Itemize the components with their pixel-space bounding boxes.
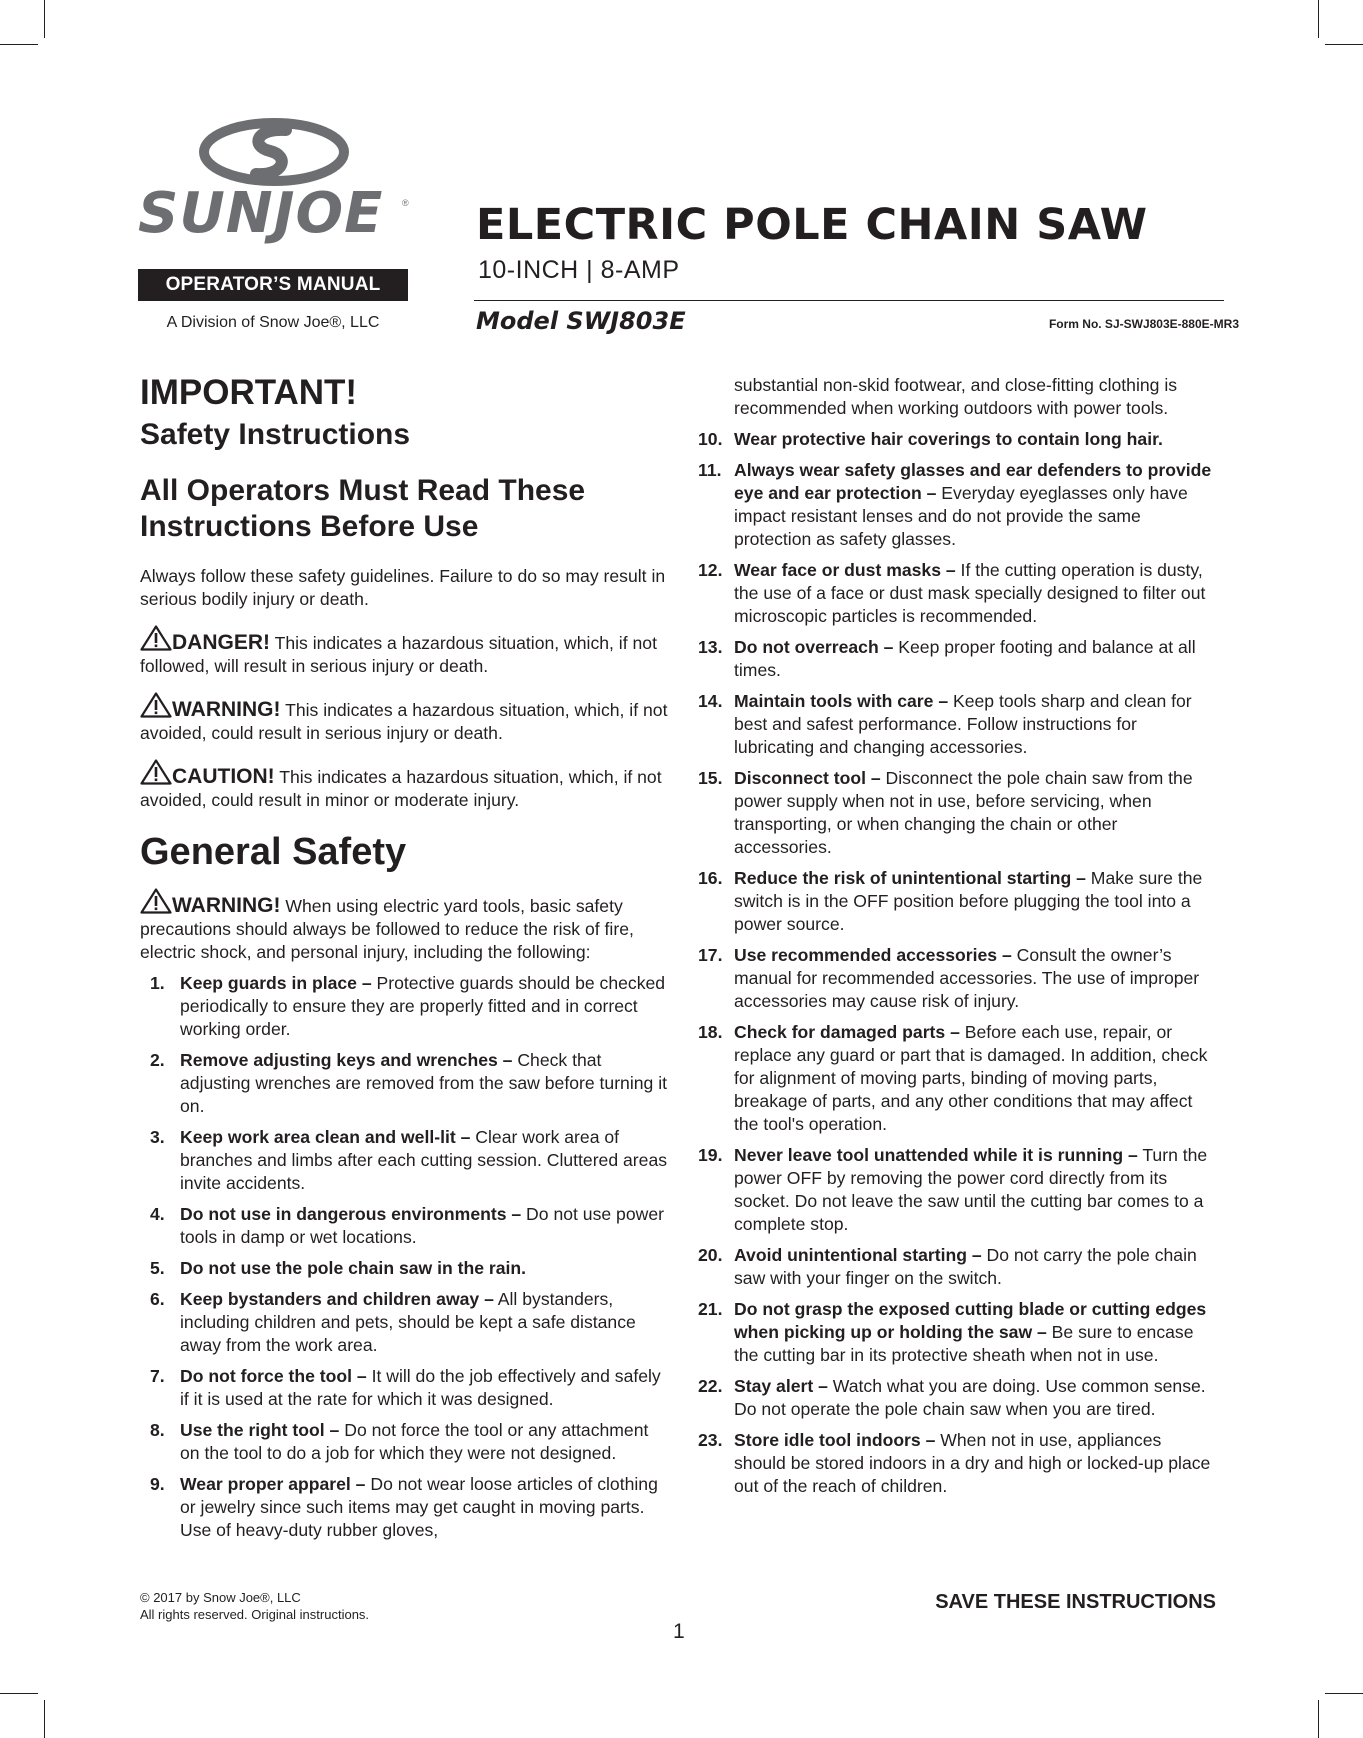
item-number: 11. (698, 460, 722, 480)
item-number: 20. (698, 1245, 723, 1265)
item-lead: Keep work area clean and well-lit – (180, 1127, 471, 1147)
division-text: A Division of Snow Joe®, LLC (166, 314, 380, 331)
list-item (142, 1257, 670, 1280)
item-text: Make sure the switch is in the OFF position before plugging the tool into a power source. (734, 868, 1203, 934)
item-number: 5. (150, 1258, 165, 1278)
item-number: 13. (698, 637, 723, 657)
item-text: If the cutting operation is dusty, the use of a face or dust mask specially designed to filter out microscopic particles is recommended. (734, 560, 1206, 626)
list-item (142, 1049, 670, 1118)
item-text: It will do the job effectively and safely if it is used at the rate for which it was designed. (180, 1366, 661, 1409)
item-lead: Wear face or dust masks – (734, 560, 956, 580)
danger-signal (140, 625, 670, 678)
operators-manual-label: OPERATOR’S MANUAL (138, 269, 408, 301)
item-number: 1. (150, 973, 165, 993)
item-text: Do not wear loose articles of clothing or jewelry since such items may get caught in moving parts. Use of heavy-duty rubber gloves, (180, 1474, 658, 1540)
item-number: 23. (698, 1430, 723, 1450)
list-item (698, 944, 1218, 1013)
general-safety-heading: General Safety (140, 831, 407, 873)
signal-text: This indicates a hazardous situation, which, if not followed, will result in serious injury or death. (140, 633, 657, 676)
left-column (140, 373, 670, 1550)
list-item (698, 767, 1218, 859)
item-text: Check that adjusting wrenches are removed from the saw before turning it on. (180, 1050, 668, 1116)
item-number: 21. (698, 1299, 723, 1319)
signal-word: WARNING! (172, 698, 281, 721)
item-number: 22. (698, 1376, 723, 1396)
brand-wordmark: SUNJOE (138, 181, 384, 246)
crop-mark (1318, 0, 1319, 38)
item-number: 8. (150, 1420, 165, 1440)
list-item (142, 1203, 670, 1249)
item-number: 6. (150, 1289, 165, 1309)
item-number: 12. (698, 560, 723, 580)
intro-paragraph: Always follow these safety guidelines. Failure to do so may result in serious bodily injury or death. (140, 566, 666, 609)
item-lead: Never leave tool unattended while it is running – (734, 1145, 1138, 1165)
crop-mark (1318, 1700, 1319, 1738)
list-item (698, 690, 1218, 759)
item-text: Protective guards should be checked periodically to ensure they are properly fitted and in correct working order. (180, 973, 666, 1039)
list-item (142, 1288, 670, 1357)
item-number: 16. (698, 868, 723, 888)
list-item (698, 1375, 1218, 1421)
list-item (698, 636, 1218, 682)
item-lead: Use recommended accessories – (734, 945, 1012, 965)
signal-text: This indicates a hazardous situation, which, if not avoided, could result in serious injury or death. (140, 700, 668, 743)
copyright (140, 1589, 369, 1623)
list-item (698, 459, 1218, 551)
item-lead: Remove adjusting keys and wrenches – (180, 1050, 513, 1070)
crop-mark (44, 0, 45, 38)
item-text: Keep proper footing and balance at all times. (734, 637, 1196, 680)
crop-mark (0, 1693, 38, 1694)
item-lead: Do not force the tool – (180, 1366, 367, 1386)
warning-triangle-icon (140, 692, 172, 718)
header-divider (474, 300, 1224, 301)
safety-instructions-heading: Safety Instructions (140, 418, 411, 451)
item-number: 4. (150, 1204, 165, 1224)
item-lead: Do not use the pole chain saw in the rain. (180, 1258, 527, 1278)
item-lead: Wear protective hair coverings to contain long hair. (734, 429, 1163, 449)
item-text: Clear work area of branches and limbs after each cutting session. Cluttered areas invite accidents. (180, 1127, 668, 1193)
list-item (698, 1298, 1218, 1367)
list-item (698, 428, 1218, 451)
item-lead: Keep guards in place – (180, 973, 372, 993)
warning-triangle-icon (140, 759, 172, 785)
list-item (698, 867, 1218, 936)
signal-word: DANGER! (172, 631, 270, 654)
warning-triangle-icon (140, 625, 172, 651)
item-lead: Do not overreach – (734, 637, 894, 657)
save-instructions: SAVE THESE INSTRUCTIONS (935, 1591, 1216, 1613)
list-item (142, 972, 670, 1041)
item-lead: Wear proper apparel – (180, 1474, 366, 1494)
item-text: Everyday eyeglasses only have impact resistant lenses and do not provide the same protection as safety glasses. (734, 483, 1188, 549)
sunjoe-logo-icon (138, 118, 410, 188)
page-number: 1 (673, 1620, 685, 1643)
item-lead: Store idle tool indoors – (734, 1430, 936, 1450)
item-text: Do not use power tools in damp or wet locations. (180, 1204, 664, 1247)
crop-mark (1325, 44, 1363, 45)
crop-mark (1325, 1693, 1363, 1694)
caution-signal (140, 759, 670, 812)
safety-list-left (140, 972, 670, 1542)
item-lead: Check for damaged parts – (734, 1022, 960, 1042)
important-heading: IMPORTANT! (140, 373, 358, 412)
item-text: Consult the owner’s manual for recommended accessories. The use of improper accessories may cause risk of injury. (734, 945, 1200, 1011)
item-lead: Do not grasp the exposed cutting blade or cutting edges when picking up or holding the saw – (734, 1299, 1207, 1342)
item-number: 7. (150, 1366, 165, 1386)
list-item (142, 1473, 670, 1542)
sunjoe-logo (138, 118, 410, 246)
right-column (698, 374, 1218, 1506)
item-number: 19. (698, 1145, 723, 1165)
list-item (698, 1144, 1218, 1236)
item-lead: Disconnect tool – (734, 768, 881, 788)
product-title: ELECTRIC POLE CHAIN SAW (476, 200, 1148, 250)
item-text: Be sure to encase the cutting bar in its protective sheath when not in use. (734, 1322, 1194, 1365)
list-item (698, 1244, 1218, 1290)
item-number: 15. (698, 768, 723, 788)
item-text: Before each use, repair, or replace any guard or part that is damaged. In addition, check for alignment of moving parts, binding of moving parts, breakage of parts, and any other conditions that may affect the tool's operation. (734, 1022, 1208, 1134)
item-number: 9. (150, 1474, 165, 1494)
copyright-line: © 2017 by Snow Joe®, LLC (140, 1590, 301, 1605)
item-lead: Reduce the risk of unintentional starting – (734, 868, 1086, 888)
list-item (698, 559, 1218, 628)
crop-mark (44, 1700, 45, 1738)
item-lead: Avoid unintentional starting – (734, 1245, 982, 1265)
signal-text: This indicates a hazardous situation, which, if not avoided, could result in minor or moderate injury. (140, 767, 662, 810)
list-item (142, 1365, 670, 1411)
signal-word: CAUTION! (172, 765, 275, 788)
item-lead: Use the right tool – (180, 1420, 340, 1440)
continuation-text: substantial non-skid footwear, and close-fitting clothing is recommended when working outdoors with power tools. (734, 375, 1178, 418)
item-text: All bystanders, including children and pets, should be kept a safe distance away from the work area. (180, 1289, 636, 1355)
item-number: 14. (698, 691, 723, 711)
operators-heading: All Operators Must Read These Instructions Before Use (140, 474, 586, 543)
signal-text: When using electric yard tools, basic safety precautions should always be followed to reduce the risk of fire, electric shock, and personal injury, including the following: (140, 896, 634, 962)
item-text: Keep tools sharp and clean for best and safest performance. Follow instructions for lubricating and changing accessories. (734, 691, 1192, 757)
list-item (698, 1429, 1218, 1498)
warning-triangle-icon (140, 888, 172, 914)
item-text: Watch what you are doing. Use common sense. Do not operate the pole chain saw when you are tired. (734, 1376, 1206, 1419)
item-lead: Always wear safety glasses and ear defenders to provide eye and ear protection – (734, 460, 1212, 503)
registered-mark: ® (402, 198, 409, 208)
list-item (698, 1021, 1218, 1136)
item-lead: Do not use in dangerous environments – (180, 1204, 522, 1224)
rights-line: All rights reserved. Original instructions. (140, 1607, 370, 1622)
item-lead: Stay alert – (734, 1376, 828, 1396)
warning-signal (140, 692, 670, 745)
item-lead: Keep bystanders and children away – (180, 1289, 494, 1309)
product-subtitle: 10-INCH | 8-AMP (478, 256, 680, 284)
item-number: 2. (150, 1050, 165, 1070)
general-warning (140, 888, 670, 964)
item-number: 10. (698, 429, 723, 449)
list-item (142, 1126, 670, 1195)
signal-word: WARNING! (172, 894, 281, 917)
item-text: Do not carry the pole chain saw with your finger on the switch. (734, 1245, 1197, 1288)
item-number: 18. (698, 1022, 723, 1042)
item-text: When not in use, appliances should be stored indoors in a dry and high or locked-up place out of the reach of children. (734, 1430, 1211, 1496)
item-text: Turn the power OFF by removing the power cord directly from its socket. Do not leave the saw until the cutting bar comes to a complete stop. (734, 1145, 1208, 1234)
safety-list-right (698, 428, 1218, 1498)
item-number: 17. (698, 945, 723, 965)
item-text: Do not force the tool or any attachment on the tool to do a job for which they were not designed. (180, 1420, 649, 1463)
list-item (142, 1419, 670, 1465)
item-number: 3. (150, 1127, 165, 1147)
form-number: Form No. SJ-SWJ803E-880E-MR3 (1048, 317, 1239, 331)
item-text: Disconnect the pole chain saw from the power supply when not in use, before servicing, when transporting, or when changing the chain or other accessories. (734, 768, 1193, 857)
item-lead: Maintain tools with care – (734, 691, 949, 711)
crop-mark (0, 44, 38, 45)
model-number: Model SWJ803E (476, 307, 686, 335)
